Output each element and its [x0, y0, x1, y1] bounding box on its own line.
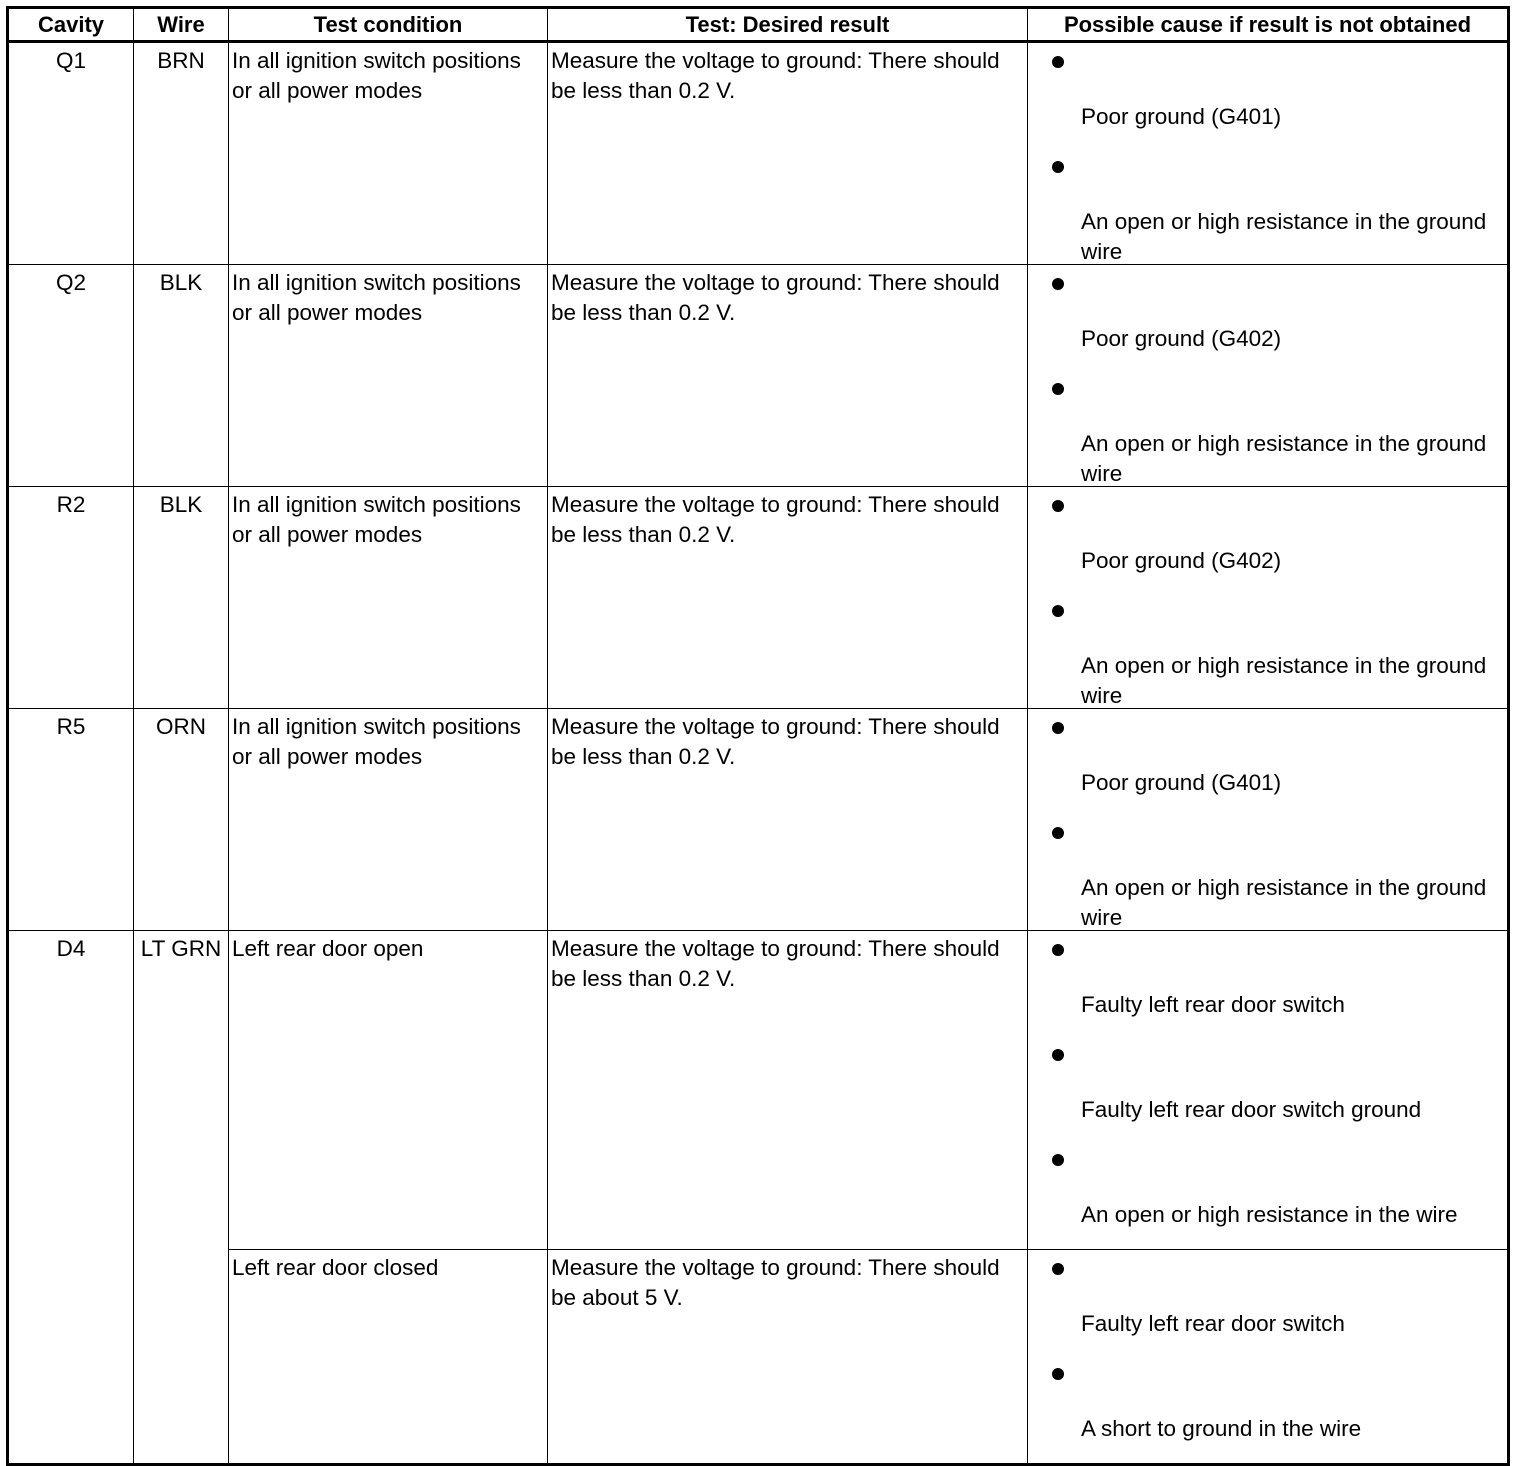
cause-text: An open or high resistance in the ground wire: [1081, 431, 1487, 486]
cause-list: [1031, 712, 1504, 930]
table-row: [8, 265, 1509, 487]
cause-text: Poor ground (G402): [1081, 548, 1282, 573]
bullet-icon: [1052, 827, 1064, 839]
cause-item: [1031, 934, 1504, 1039]
cavity-cell: R5: [8, 709, 134, 931]
possible-cause-cell: [1028, 1250, 1509, 1465]
possible-cause-cell: [1028, 709, 1509, 931]
cause-item: [1031, 490, 1504, 595]
table-row: [8, 931, 1509, 1250]
bullet-icon: [1052, 605, 1064, 617]
desired-result-cell: Measure the voltage to ground: There should be less than 0.2 V.: [548, 265, 1028, 487]
bullet-icon: [1052, 383, 1064, 395]
test-condition-cell: In all ignition switch positions or all power modes: [229, 709, 548, 931]
bullet-icon: [1052, 500, 1064, 512]
test-condition-cell: In all ignition switch positions or all power modes: [229, 265, 548, 487]
wire-cell: ORN: [134, 709, 229, 931]
cause-list: [1031, 268, 1504, 486]
bullet-icon: [1052, 722, 1064, 734]
cause-text: An open or high resistance in the wire: [1081, 1202, 1458, 1227]
cause-item: [1031, 46, 1504, 151]
bullet-icon: [1052, 944, 1064, 956]
header-test-condition: Test condition: [229, 8, 548, 42]
wire-cell: BLK: [134, 487, 229, 709]
cause-item: [1031, 268, 1504, 373]
cavity-cell: Q1: [8, 42, 134, 265]
bullet-icon: [1052, 278, 1064, 290]
possible-cause-cell: [1028, 42, 1509, 265]
cause-list: [1031, 490, 1504, 708]
table-row: [8, 709, 1509, 931]
diagnostic-table: [6, 6, 1510, 1466]
header-row: [8, 8, 1509, 42]
cause-item: [1031, 595, 1504, 708]
possible-cause-cell: [1028, 487, 1509, 709]
test-condition-cell: Left rear door closed: [229, 1250, 548, 1465]
bullet-icon: [1052, 1263, 1064, 1275]
header-desired-result: Test: Desired result: [548, 8, 1028, 42]
cause-text: Faulty left rear door switch ground: [1081, 1097, 1422, 1122]
header-possible-cause: Possible cause if result is not obtained: [1028, 8, 1509, 42]
cavity-cell: Q2: [8, 265, 134, 487]
cause-item: [1031, 712, 1504, 817]
desired-result-cell: Measure the voltage to ground: There should be less than 0.2 V.: [548, 709, 1028, 931]
header-wire: Wire: [134, 8, 229, 42]
cause-text: An open or high resistance in the ground wire: [1081, 653, 1487, 708]
cause-text: Faulty left rear door switch: [1081, 992, 1345, 1017]
cause-item: [1031, 1253, 1504, 1358]
cause-list: [1031, 46, 1504, 264]
desired-result-cell: Measure the voltage to ground: There should be about 5 V.: [548, 1250, 1028, 1465]
possible-cause-cell: [1028, 265, 1509, 487]
bullet-icon: [1052, 1368, 1064, 1380]
cause-text: A short to ground in the wire: [1081, 1416, 1362, 1441]
cause-text: Poor ground (G401): [1081, 770, 1282, 795]
desired-result-cell: Measure the voltage to ground: There should be less than 0.2 V.: [548, 487, 1028, 709]
cause-item: [1031, 1358, 1504, 1463]
bullet-icon: [1052, 56, 1064, 68]
cause-item: [1031, 151, 1504, 264]
cause-text: Poor ground (G402): [1081, 326, 1282, 351]
cause-list: [1031, 934, 1504, 1249]
cavity-cell: D4: [8, 931, 134, 1465]
table-row: [8, 42, 1509, 265]
cause-item: [1031, 373, 1504, 486]
bullet-icon: [1052, 1049, 1064, 1061]
cavity-cell: R2: [8, 487, 134, 709]
cause-list: [1031, 1253, 1504, 1463]
wire-cell: LT GRN: [134, 931, 229, 1465]
desired-result-cell: Measure the voltage to ground: There should be less than 0.2 V.: [548, 931, 1028, 1250]
bullet-icon: [1052, 161, 1064, 173]
wire-cell: BLK: [134, 265, 229, 487]
cause-text: Poor ground (G401): [1081, 104, 1282, 129]
cause-text: Faulty left rear door switch: [1081, 1311, 1345, 1336]
bullet-icon: [1052, 1154, 1064, 1166]
desired-result-cell: Measure the voltage to ground: There should be less than 0.2 V.: [548, 42, 1028, 265]
cause-item: [1031, 1039, 1504, 1144]
cause-text: An open or high resistance in the ground wire: [1081, 875, 1487, 930]
test-condition-cell: In all ignition switch positions or all power modes: [229, 487, 548, 709]
test-condition-cell: Left rear door open: [229, 931, 548, 1250]
cause-item: [1031, 817, 1504, 930]
table-row: [8, 1250, 1509, 1465]
cause-text: An open or high resistance in the ground wire: [1081, 209, 1487, 264]
test-condition-cell: In all ignition switch positions or all power modes: [229, 42, 548, 265]
cause-item: [1031, 1144, 1504, 1249]
wire-cell: BRN: [134, 42, 229, 265]
possible-cause-cell: [1028, 931, 1509, 1250]
header-cavity: Cavity: [8, 8, 134, 42]
table-row: [8, 487, 1509, 709]
